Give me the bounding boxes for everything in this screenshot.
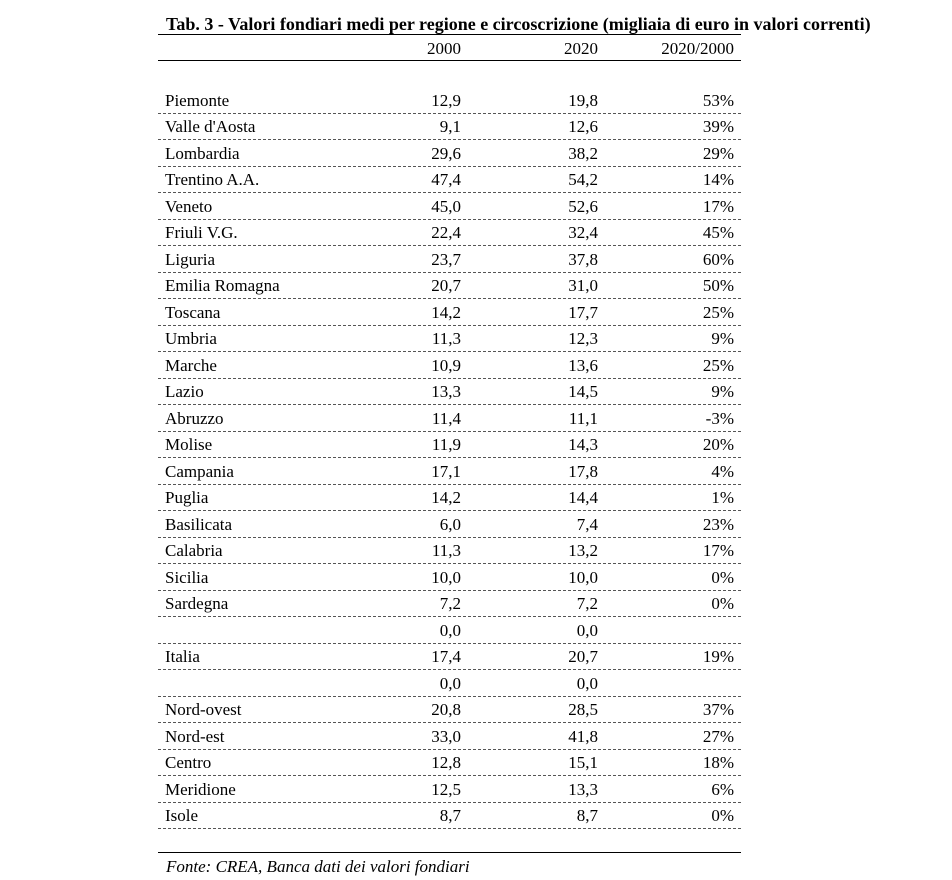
row-label: Molise bbox=[165, 435, 213, 454]
row-label: Lombardia bbox=[165, 143, 240, 163]
row-label: Valle d'Aosta bbox=[165, 117, 256, 136]
table-row bbox=[158, 140, 741, 167]
column-header-ratio: 2020/2000 bbox=[661, 39, 734, 58]
table-row bbox=[158, 776, 741, 803]
row-label: Veneto bbox=[165, 196, 213, 216]
value-ratio: 19% bbox=[702, 647, 734, 666]
value-ratio: 14% bbox=[702, 170, 734, 189]
table-row bbox=[158, 87, 741, 114]
value-2020: 32,4 bbox=[568, 223, 598, 242]
table-row bbox=[158, 538, 741, 565]
value-ratio: 27% bbox=[702, 726, 734, 746]
top-rule bbox=[158, 34, 741, 35]
value-2000: 17,4 bbox=[431, 647, 461, 666]
value-2000: 22,4 bbox=[431, 223, 461, 242]
value-2020: 12,3 bbox=[568, 329, 598, 348]
column-header-2020: 2020 bbox=[564, 39, 598, 58]
value-ratio: 6% bbox=[711, 779, 734, 799]
row-label: Friuli V.G. bbox=[165, 223, 238, 242]
value-ratio: 0% bbox=[711, 594, 734, 613]
table-body bbox=[158, 87, 741, 829]
value-2000: 20,7 bbox=[431, 276, 461, 295]
value-2000: 9,1 bbox=[439, 117, 461, 136]
value-2020: 12,6 bbox=[568, 117, 598, 136]
value-2000: 12,9 bbox=[431, 90, 461, 110]
table-row bbox=[158, 803, 741, 830]
row-label: Lazio bbox=[165, 382, 204, 401]
row-label: Emilia Romagna bbox=[165, 276, 280, 295]
row-label: Puglia bbox=[165, 488, 209, 507]
value-ratio: 20% bbox=[702, 435, 734, 454]
value-ratio: 0% bbox=[711, 567, 734, 587]
value-2020: 38,2 bbox=[568, 143, 598, 163]
value-ratio: 37% bbox=[702, 700, 734, 719]
row-label: Sicilia bbox=[165, 567, 209, 587]
value-2020: 13,3 bbox=[568, 779, 598, 799]
table-title: Tab. 3 - Valori fondiari medi per regione e circoscrizione (migliaia di euro in valori correnti) bbox=[166, 14, 871, 34]
value-2020: 13,2 bbox=[568, 541, 598, 560]
value-2000: 8,7 bbox=[439, 806, 461, 825]
bottom-rule bbox=[158, 852, 741, 853]
value-2020: 10,0 bbox=[568, 567, 598, 587]
row-label: Toscana bbox=[165, 302, 221, 322]
value-ratio: 60% bbox=[702, 249, 734, 269]
row-label: Marche bbox=[165, 355, 217, 375]
table-row bbox=[158, 750, 741, 777]
value-2020: 41,8 bbox=[568, 726, 598, 746]
table-row bbox=[158, 193, 741, 220]
table-row bbox=[158, 670, 741, 697]
row-label: Abruzzo bbox=[165, 408, 224, 428]
value-2020: 20,7 bbox=[568, 647, 598, 666]
value-2000: 0,0 bbox=[439, 673, 461, 693]
row-label: Umbria bbox=[165, 329, 217, 348]
table-row bbox=[158, 432, 741, 459]
value-ratio: 23% bbox=[702, 514, 734, 534]
value-ratio: 9% bbox=[711, 382, 734, 401]
table-row bbox=[158, 114, 741, 141]
row-label: Basilicata bbox=[165, 514, 233, 534]
value-2000: 23,7 bbox=[431, 249, 461, 269]
table-row bbox=[158, 723, 741, 750]
row-label: Italia bbox=[165, 647, 200, 666]
value-2020: 19,8 bbox=[568, 90, 598, 110]
value-ratio: -3% bbox=[705, 408, 734, 428]
value-2000: 29,6 bbox=[431, 143, 461, 163]
value-2020: 7,2 bbox=[576, 594, 598, 613]
value-2020: 17,8 bbox=[568, 461, 598, 481]
value-2000: 6,0 bbox=[439, 514, 461, 534]
value-2000: 47,4 bbox=[431, 170, 461, 189]
value-2000: 33,0 bbox=[431, 726, 461, 746]
value-2000: 11,4 bbox=[431, 408, 461, 428]
table-row bbox=[158, 644, 741, 671]
table-row bbox=[158, 220, 741, 247]
value-2000: 7,2 bbox=[439, 594, 461, 613]
value-2000: 0,0 bbox=[439, 620, 461, 640]
value-ratio: 53% bbox=[702, 90, 734, 110]
table-row bbox=[158, 617, 741, 644]
value-ratio: 29% bbox=[702, 143, 734, 163]
table-row bbox=[158, 564, 741, 591]
value-ratio: 25% bbox=[702, 302, 734, 322]
value-2020: 17,7 bbox=[568, 302, 598, 322]
value-2000: 13,3 bbox=[431, 382, 461, 401]
row-label: Nord-ovest bbox=[165, 700, 242, 719]
row-label: Piemonte bbox=[165, 90, 230, 110]
table-row bbox=[158, 458, 741, 485]
value-2000: 10,0 bbox=[431, 567, 461, 587]
value-2020: 28,5 bbox=[568, 700, 598, 719]
value-2020: 14,4 bbox=[568, 488, 598, 507]
value-ratio: 25% bbox=[702, 355, 734, 375]
row-label: Meridione bbox=[165, 779, 236, 799]
row-label: Centro bbox=[165, 753, 212, 772]
value-ratio: 17% bbox=[702, 541, 734, 560]
value-2000: 14,2 bbox=[431, 488, 461, 507]
table-row bbox=[158, 697, 741, 724]
value-ratio: 50% bbox=[702, 276, 734, 295]
table-row bbox=[158, 379, 741, 406]
value-ratio: 0% bbox=[711, 806, 734, 825]
row-label: Trentino A.A. bbox=[165, 170, 260, 189]
header-rule bbox=[158, 60, 741, 61]
value-2000: 14,2 bbox=[431, 302, 461, 322]
column-headers bbox=[158, 38, 741, 60]
value-2020: 13,6 bbox=[568, 355, 598, 375]
value-2020: 15,1 bbox=[568, 753, 598, 772]
table-row bbox=[158, 167, 741, 194]
table-row bbox=[158, 273, 741, 300]
value-2020: 14,5 bbox=[568, 382, 598, 401]
value-ratio: 4% bbox=[711, 461, 734, 481]
value-2000: 12,8 bbox=[431, 753, 461, 772]
value-2020: 0,0 bbox=[576, 673, 598, 693]
value-ratio: 1% bbox=[711, 488, 734, 507]
value-2000: 12,5 bbox=[431, 779, 461, 799]
table-row bbox=[158, 352, 741, 379]
value-2020: 37,8 bbox=[568, 249, 598, 269]
value-2000: 17,1 bbox=[431, 461, 461, 481]
value-2020: 11,1 bbox=[568, 408, 598, 428]
table-row bbox=[158, 591, 741, 618]
value-2000: 11,3 bbox=[431, 329, 461, 348]
value-2020: 0,0 bbox=[576, 620, 598, 640]
row-label: Calabria bbox=[165, 541, 223, 560]
value-2000: 11,9 bbox=[431, 435, 461, 454]
value-2020: 14,3 bbox=[568, 435, 598, 454]
value-2020: 31,0 bbox=[568, 276, 598, 295]
value-2020: 8,7 bbox=[576, 806, 598, 825]
value-ratio: 17% bbox=[702, 196, 734, 216]
table-row bbox=[158, 299, 741, 326]
value-2000: 45,0 bbox=[431, 196, 461, 216]
value-ratio: 45% bbox=[702, 223, 734, 242]
table-row bbox=[158, 511, 741, 538]
value-ratio: 18% bbox=[702, 753, 734, 772]
value-2020: 52,6 bbox=[568, 196, 598, 216]
table-row bbox=[158, 405, 741, 432]
row-label: Sardegna bbox=[165, 594, 229, 613]
table-row bbox=[158, 246, 741, 273]
table-row bbox=[158, 485, 741, 512]
table-row bbox=[158, 326, 741, 353]
value-2000: 10,9 bbox=[431, 355, 461, 375]
value-2020: 7,4 bbox=[576, 514, 598, 534]
source-note: Fonte: CREA, Banca dati dei valori fondiari bbox=[166, 857, 470, 876]
value-ratio: 9% bbox=[711, 329, 734, 348]
row-label: Liguria bbox=[165, 249, 216, 269]
value-2000: 11,3 bbox=[431, 541, 461, 560]
row-label: Nord-est bbox=[165, 726, 225, 746]
row-label: Campania bbox=[165, 461, 234, 481]
row-label: Isole bbox=[165, 806, 199, 825]
value-ratio: 39% bbox=[702, 117, 734, 136]
value-2020: 54,2 bbox=[568, 170, 598, 189]
column-header-2000: 2000 bbox=[427, 39, 461, 58]
value-2000: 20,8 bbox=[431, 700, 461, 719]
